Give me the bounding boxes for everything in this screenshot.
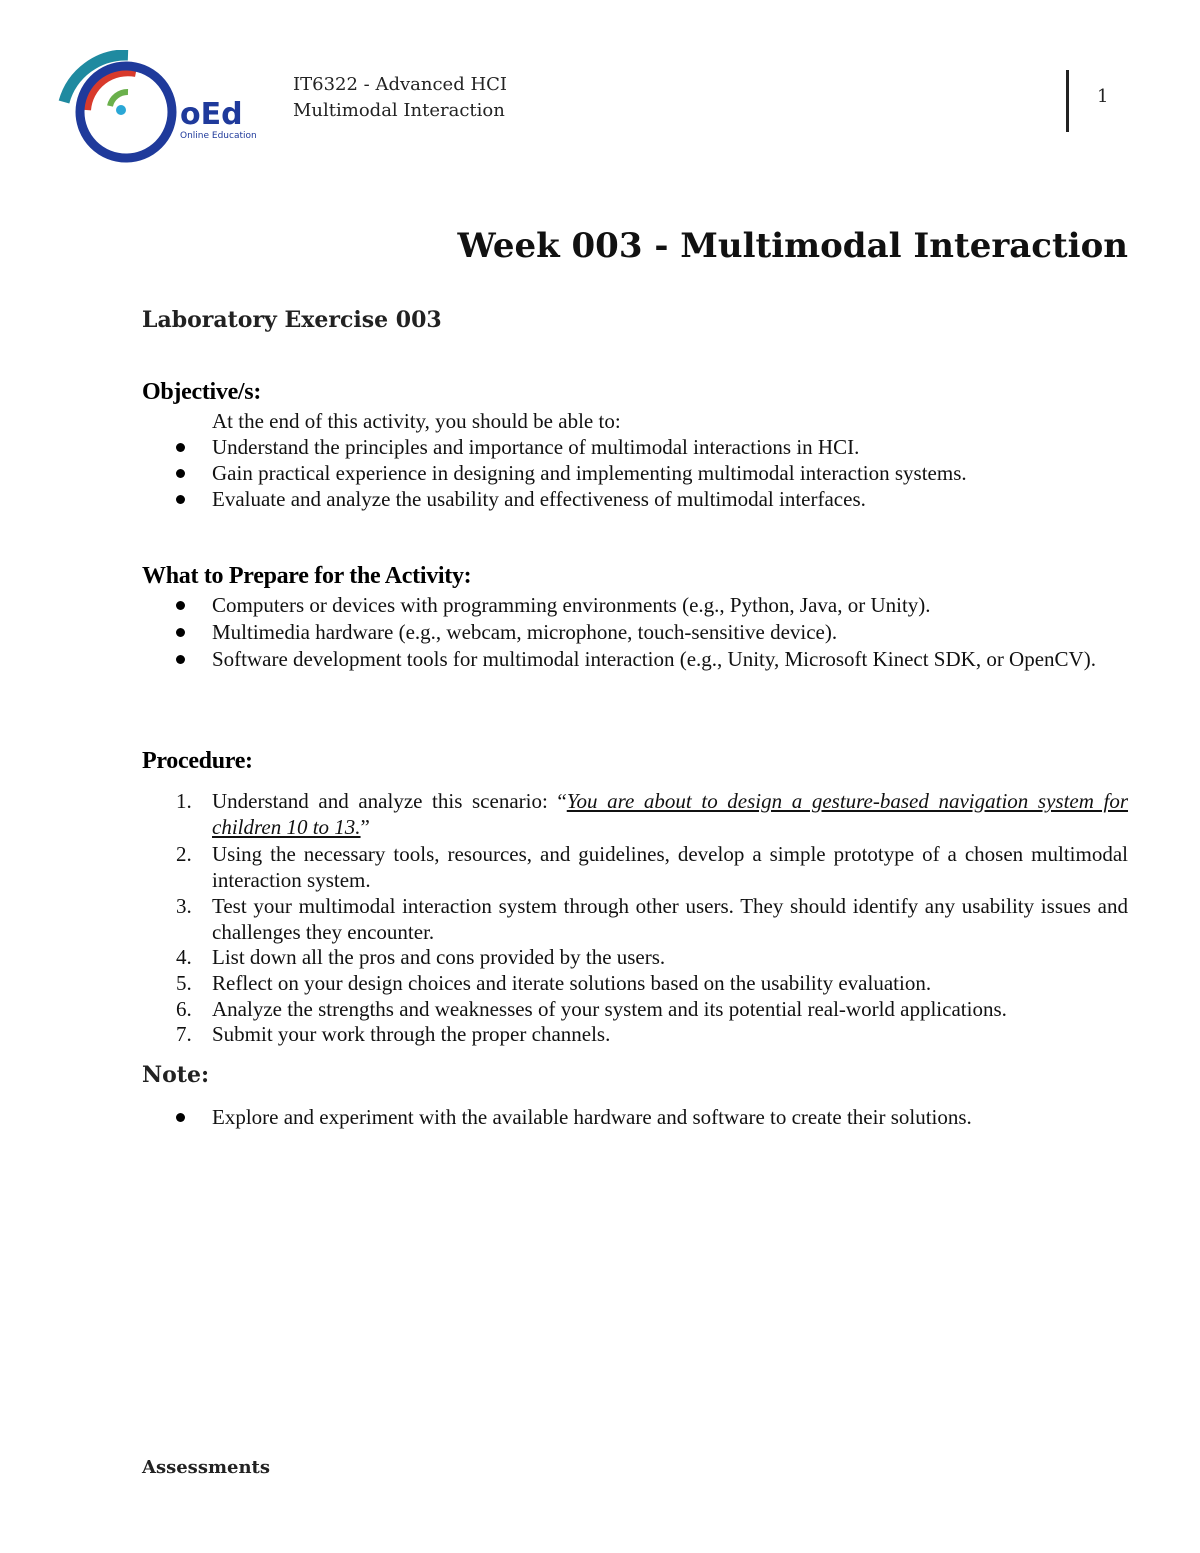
- prepare-heading: What to Prepare for the Activity:: [142, 563, 472, 589]
- objective-text: Gain practical experience in designing and implementing multimodal interaction systems.: [212, 461, 967, 485]
- objective-text: Evaluate and analyze the usability and effectiveness of multimodal interfaces.: [212, 487, 866, 511]
- step-text: Using the necessary tools, resources, and guidelines, develop a simple prototype of a chosen multimodal interaction system.: [212, 842, 1128, 892]
- page-number: 1: [1097, 86, 1109, 107]
- step-number: 5.: [176, 971, 192, 995]
- step-lead: Understand and analyze this scenario:: [212, 789, 558, 813]
- step-number: 4.: [176, 945, 192, 969]
- course-line: IT6322 - Advanced HCI: [293, 74, 508, 95]
- bullet-icon: [176, 495, 185, 504]
- bullet-icon: [176, 601, 185, 610]
- bullet-icon: [176, 628, 185, 637]
- assessments-label: Assessments: [142, 1457, 270, 1478]
- procedure-heading: Procedure:: [142, 748, 253, 774]
- bullet-icon: [176, 443, 185, 452]
- scenario-text: You are about to design a gesture-based navigation system for children 10 to 13.: [212, 789, 1129, 839]
- step-text: List down all the pros and cons provided by the users.: [212, 945, 666, 969]
- step-text: Test your multimodal interaction system through other users. They should identify any usability issues and challenges they encounter.: [212, 894, 1128, 944]
- note-text: Explore and experiment with the available hardware and software to create their solutions.: [212, 1105, 972, 1129]
- oed-logo: [58, 50, 258, 170]
- objectives-intro: At the end of this activity, you should be able to:: [212, 409, 621, 433]
- prepare-text: Software development tools for multimodal interaction (e.g., Unity, Microsoft Kinect SDK, or OpenCV).: [212, 647, 1096, 671]
- logo-blue-ring: [80, 66, 172, 158]
- step-text: Submit your work through the proper channels.: [212, 1022, 611, 1046]
- prepare-text: Computers or devices with programming environments (e.g., Python, Java, or Unity).: [212, 593, 931, 617]
- step-text: Analyze the strengths and weaknesses of your system and its potential real-world applications.: [212, 997, 1007, 1021]
- bullet-icon: [176, 469, 185, 478]
- lab-title: Laboratory Exercise 003: [142, 307, 442, 333]
- step-number: 7.: [176, 1022, 192, 1046]
- objectives-heading: Objective/s:: [142, 379, 262, 405]
- objective-text: Understand the principles and importance of multimodal interactions in HCI.: [212, 435, 860, 459]
- bullet-icon: [176, 1113, 185, 1122]
- step-number: 2.: [176, 842, 192, 866]
- logo-tagline: Online Education: [180, 131, 257, 141]
- step-number: 6.: [176, 997, 192, 1021]
- step-text: [212, 788, 1128, 840]
- page-title: Week 003 - Multimodal Interaction: [457, 226, 1128, 266]
- note-heading: Note:: [142, 1062, 210, 1088]
- step-text: Reflect on your design choices and iterate solutions based on the usability evaluation.: [212, 971, 932, 995]
- prepare-text: Multimedia hardware (e.g., webcam, microphone, touch-sensitive device).: [212, 620, 838, 644]
- header-divider: [1066, 70, 1069, 132]
- quote-close: ”: [360, 815, 370, 839]
- topic-line: Multimodal Interaction: [293, 100, 505, 121]
- logo-green-arc: [110, 92, 128, 106]
- bullet-icon: [176, 655, 185, 664]
- quote-open: “: [557, 789, 567, 813]
- running-header: [293, 72, 507, 124]
- logo-cyan-dot: [116, 105, 126, 115]
- step-number: 1.: [176, 789, 192, 813]
- step-number: 3.: [176, 894, 192, 918]
- logo-text: oEd: [180, 97, 243, 132]
